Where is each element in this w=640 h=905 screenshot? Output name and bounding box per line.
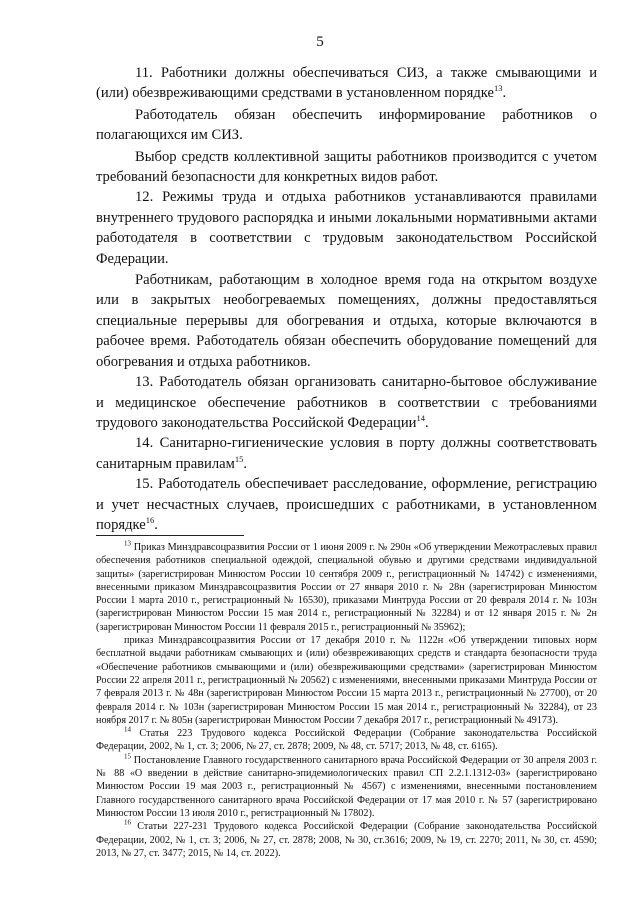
footnote-ref: 15 — [234, 453, 244, 464]
footnotes — [96, 541, 597, 860]
paragraph-item-14 — [96, 433, 597, 474]
footnote-13 — [96, 541, 597, 634]
paragraph-item-11 — [96, 63, 597, 104]
paragraph-item-13 — [96, 372, 597, 433]
footnote-text: Постановление Главного государственного санитарного врача Российской Федерации от 30 апреля 2003 г. № 88 «О введении в действие санитарно-эпидемиологических правил СП 2.2.1.1312-03» (зарегистрировано Минюстом России 19 мая 2003 г., регистрационный № 4567) с изменениями, внесенными постановлением Главного государственного санитарного врача Российской Федерации от 17 мая 2010 г. № 57 (зарегистрировано Минюстом России 13 июля 2010 г., регистрационный № 17802). — [96, 754, 597, 819]
paragraph-tail: . — [502, 85, 507, 102]
paragraph-text: 13. Работодатель обязан организовать санитарно-бытовое обслуживание и медицинское обеспечение работников в соответствии с требованиями трудового законодательства Российской Федерации — [96, 374, 597, 431]
footnote-ref: 13 — [494, 83, 503, 94]
footnote-text: Статьи 227-231 Трудового кодекса Российской Федерации (Собрание законодательства Российской Федерации, 2002, № 1, ст. 3; 2006, № 27, ст. 2878; 2008, № 30, ст.3616; 2009, № 19, ст. 2270; 2011, № 30, ст. 4590; 2013, № 27, ст. 3477; 2015, № 14, ст. 2022). — [96, 821, 598, 859]
footnote-mark: 13 — [124, 539, 131, 548]
footnote-mark: 16 — [124, 818, 131, 827]
footnote-divider — [96, 535, 244, 536]
footnote-text: Статья 223 Трудового кодекса Российской Федерации (Собрание законодательства Российской Федерации, 2002, № 1, ст. 3; 2006, № 27, ст. 2878; 2009, № 48, ст. 5717; 2013, № 48, ст. 6165). — [96, 728, 598, 753]
paragraph-ppe-information — [96, 105, 597, 146]
paragraph-item-15 — [96, 474, 597, 535]
footnote-mark: 15 — [124, 752, 131, 761]
paragraph-text: Работодатель обязан обеспечить информирование работников о полагающихся им СИЗ. — [96, 106, 597, 144]
footnote-ref: 16 — [145, 515, 155, 526]
page-number: 5 — [316, 34, 324, 50]
paragraph-tail: . — [424, 414, 429, 431]
paragraph-collective-protection — [96, 147, 597, 188]
footnote-14 — [96, 727, 597, 754]
paragraph-text: Выбор средств коллективной защиты работников производится с учетом требований безопасности для конкретных видов работ. — [96, 148, 597, 186]
footnote-13-continued — [96, 634, 597, 727]
paragraph-item-12 — [96, 187, 597, 269]
paragraph-text: Работникам, работающим в холодное время года на открытом воздухе или в закрытых необогреваемых помещениях, должны предоставляться специальные перерывы для обогревания и отдыха, которые включаются в рабочее время. Работодатель обязан обеспечить оборудование помещений для обогревания и отдыха работников. — [96, 272, 597, 370]
paragraph-text: 15. Работодатель обеспечивает расследование, оформление, регистрацию и учет несчастных случаев, происшедших с работниками, в установленном порядке — [96, 476, 597, 533]
paragraph-text: 12. Режимы труда и отдыха работников устанавливаются правилами внутреннего трудового распорядка и иными локальными нормативными актами работодателя в соответствии с трудовым законодательством Российской Федерации. — [96, 189, 597, 267]
footnote-ref: 14 — [416, 413, 425, 424]
main-text — [96, 63, 597, 535]
paragraph-cold-season-breaks — [96, 270, 597, 372]
footnote-16 — [96, 820, 597, 860]
paragraph-tail: . — [154, 516, 158, 533]
paragraph-text: 11. Работники должны обеспечиваться СИЗ, а также смывающими и (или) обезвреживающими средствами в установленном порядке — [96, 65, 597, 102]
footnote-text: Приказ Минздравсоцразвития России от 1 июня 2009 г. № 290н «Об утверждении Межотраслевых правил обеспечения работников специальной одеждой, специальной обувью и другими средствами индивидуальной защиты» (зарегистрирован Минюстом России 10 сентября 2009 г., регистрационный № 14742) с изменениями, внесенными приказом Минздравсоцразвития России от 27 января 2010 г. № 28н (зарегистрирован Минюстом России 1 марта 2010 г., регистрационный № 16530), приказами Минтруда России от 20 февраля 2014 г. № 103н (зарегистрирован Минюстом России 15 мая 2014 г., регистрационный № 32284) и от 12 января 2015 г. № 2н (зарегистрирован Минюстом России 11 февраля 2015 г., регистрационный № 35962); — [96, 542, 597, 633]
paragraph-text: 14. Санитарно-гигиенические условия в порту должны соответствовать санитарным правилам — [96, 435, 597, 472]
paragraph-tail: . — [243, 455, 248, 472]
footnote-mark: 14 — [124, 725, 131, 734]
footnote-text: приказ Минздравсоцразвития России от 17 декабря 2010 г. № 1122н «Об утверждении типовых норм бесплатной выдачи работникам смывающих и (или) обезвреживающих средств и стандарта безопасности труда «Обеспечение работников смывающими и (или) обезвреживающими средствами» (зарегистрирован Минюстом России 22 апреля 2011 г., регистрационный № 20562) с изменениями, внесенными приказами Минтруда России от 7 февраля 2013 г. № 48н (зарегистрирован Минюстом России 15 марта 2013 г., регистрационный № 27700), от 20 февраля 2014 г. № 103н (зарегистрирован Минюстом России 15 мая 2014 г., регистрационный № 32284), от 23 ноября 2017 г. № 805н (зарегистрирован Минюстом России 7 декабря 2017 г., регистрационный № 49173). — [96, 635, 597, 726]
footnote-15 — [96, 754, 597, 820]
